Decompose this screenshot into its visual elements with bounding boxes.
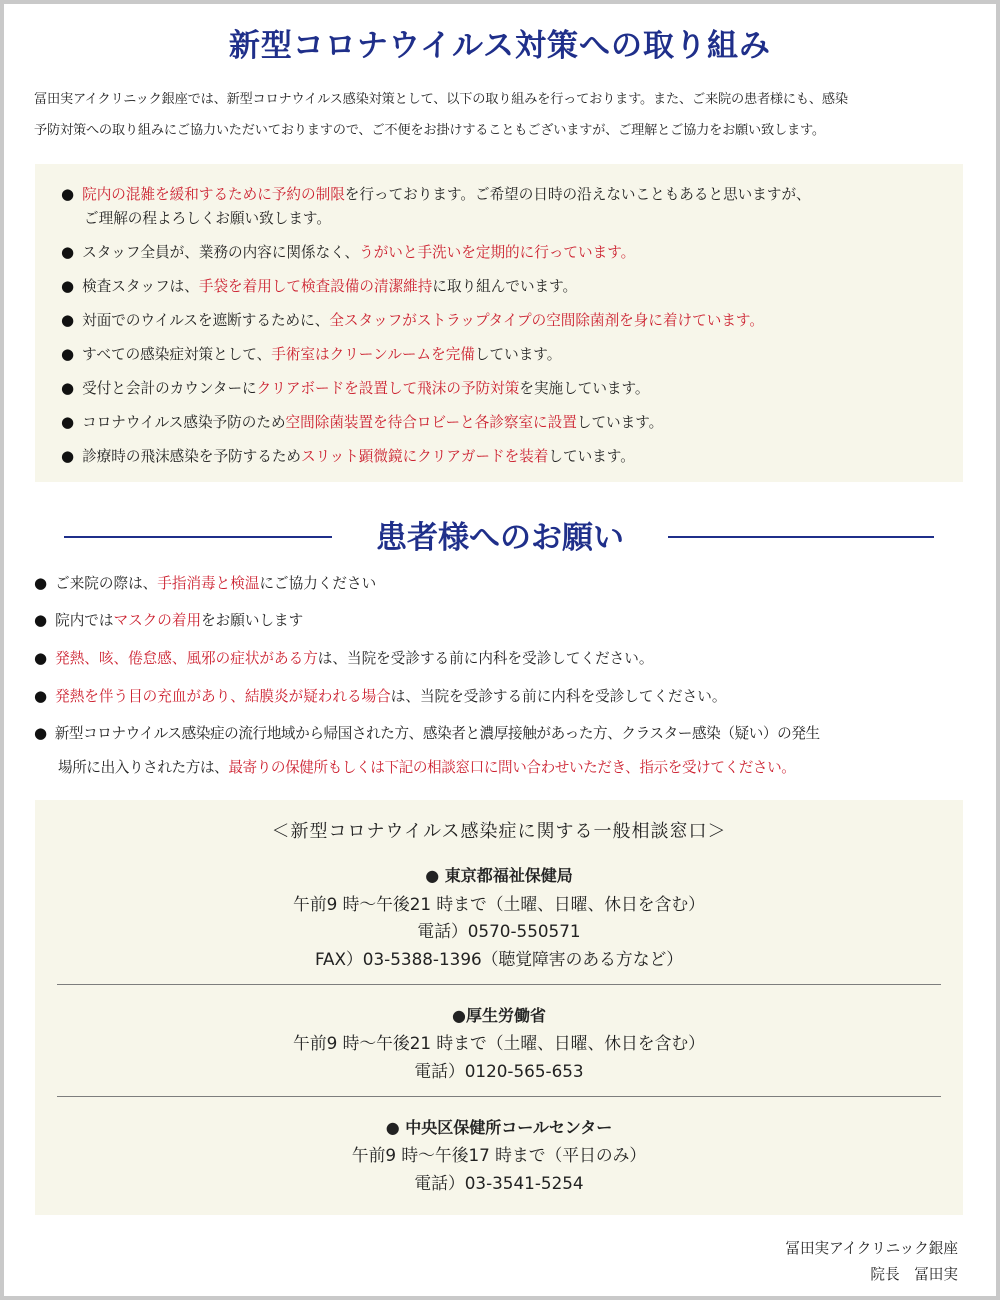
requests-title: 患者様へのお願い [376,520,624,556]
intro-paragraph [34,84,974,146]
request-text: 新型コロナウイルス感染症の流行地域から帰国された方、感染者と濃厚接触があった方、クラスター感染（疑い）の発生 [54,725,820,742]
request-text: 院内では [55,612,114,629]
bullet-icon: ● [61,185,75,203]
bullet-icon: ● [34,649,48,667]
signature-clinic: 冨田実アイクリニック銀座 [785,1240,958,1257]
measure-text: すべての感染症対策として、 [82,346,272,363]
measure-item-6 [61,376,941,401]
request-highlight: 発熱、咳、倦怠感、風邪の症状がある方 [55,650,318,667]
request-highlight: 最寄りの保健所もしくは下記の相談窓口に問い合わせいただき、指示を受けてください。 [228,759,796,776]
measure-highlight: 院内の混雑を緩和するために予約の制限 [82,186,345,203]
bullet-icon: ● [34,724,47,742]
contact-heading: ＜新型コロナウイルス感染症に関する一般相談窓口＞ [271,821,727,842]
measure-text: しています。 [576,414,664,431]
bullet-icon: ● [34,611,48,629]
mhlw-name: ●厚生労働省 [452,1006,546,1025]
intro-line-1: 冨田実アイクリニック銀座では、新型コロナウイルス感染対策として、以下の取り組みを行っております。また、ご来院の患者様にも、感染 [34,92,848,107]
measure-highlight: 空間除菌装置を待合ロビーと各診察室に設置 [285,414,577,431]
bullet-icon: ● [34,574,48,592]
request-item-1 [34,566,974,601]
measure-highlight: うがいと手洗いを定期的に行っています。 [359,244,636,261]
page-title: 新型コロナウイルス対策への取り組み [228,28,772,64]
measure-item-7 [61,410,941,435]
measure-text: を行っております。ご希望の日時の沿えないこともあると思いますが、 [344,186,811,203]
request-text: は、当院を受診する前に内科を受診してください。 [390,688,727,705]
mhlw-hours: 午前9 時〜午後21 時まで（土曜、日曜、休日を含む） [293,1033,705,1053]
measure-item-5 [61,342,941,367]
request-item-4 [34,679,974,714]
bullet-icon: ● [61,277,75,295]
measures-box [35,164,963,482]
bullet-icon: ● [61,379,75,397]
measure-text: を実施しています。 [519,380,650,397]
request-text: をお願いします [201,612,304,629]
measure-item-3 [61,274,941,299]
bullet-icon: ● [61,311,75,329]
measure-text: 対面でのウイルスを遮断するために、 [82,312,330,329]
chuo-tel: 電話）03-3541-5254 [414,1173,584,1193]
bullet-icon: ● [61,413,75,431]
tokyo-tel: 電話）0570-550571 [417,921,581,941]
measure-highlight: スリット顕微鏡にクリアガードを装着 [301,448,549,465]
contact-divider [57,1096,941,1097]
measure-highlight: 手術室はクリーンルームを完備 [271,346,475,363]
request-item-5 [34,716,974,785]
request-highlight: 手指消毒と検温 [157,575,260,592]
request-item-2 [34,603,974,638]
measure-highlight: 手袋を着用して検査設備の清潔維持 [198,278,433,295]
measure-item-4 [61,308,941,333]
measure-item-8 [61,444,941,469]
measure-text: しています。 [474,346,562,363]
request-text: は、当院を受診する前に内科を受診してください。 [317,650,654,667]
measure-text: コロナウイルス感染予防のため [82,414,286,431]
request-text: ご来院の際は、 [55,575,158,592]
bullet-icon: ● [61,243,75,261]
bullet-icon: ● [34,687,48,705]
mhlw-tel: 電話）0120-565-653 [414,1061,584,1081]
request-highlight: 発熱を伴う目の充血があり、結膜炎が疑われる場合 [55,688,391,705]
request-highlight: マスクの着用 [113,612,202,629]
measure-highlight: クリアボードを設置して飛沫の予防対策 [256,380,520,397]
measure-text-continued: ご理解の程よろしくお願い致します。 [84,210,331,227]
bullet-icon: ● [61,345,75,363]
contact-divider [57,984,941,985]
tokyo-hours: 午前9 時〜午後21 時まで（土曜、日曜、休日を含む） [293,894,705,914]
tokyo-fax: FAX）03-5388-1396（聴覚障害のある方など） [314,949,684,969]
measure-text: 検査スタッフは、 [82,278,199,295]
intro-line-2: 予防対策への取り組みにご協力いただいておりますので、ご不便をお掛けすることもございますが、ご理解とご協力をお願い致します。 [34,123,825,138]
request-text: にご協力ください [259,575,377,592]
measure-item-1 [61,182,941,231]
request-text: 場所に出入りされた方は、 [58,759,229,776]
measure-text: に取り組んでいます。 [432,278,578,295]
measure-text: しています。 [548,448,635,465]
contact-box [35,800,963,1215]
signature-director: 院長 冨田実 [870,1266,958,1283]
bullet-icon: ● [61,447,75,465]
heading-rule-right [668,536,934,538]
measure-highlight: 全スタッフがストラップタイプの空間除菌剤を身に着けています。 [329,312,764,329]
chuo-name: ● 中央区保健所コールセンター [385,1118,613,1137]
measure-item-2 [61,240,941,265]
tokyo-name: ● 東京都福祉保健局 [425,866,573,885]
request-text-continued [34,751,974,785]
chuo-hours: 午前9 時〜午後17 時まで（平日のみ） [351,1145,647,1165]
measure-text: 受付と会計のカウンターに [82,380,257,397]
request-item-3 [34,641,974,676]
measure-text: 診療時の飛沫感染を予防するため [82,448,302,465]
measure-text: スタッフ全員が、業務の内容に関係なく、 [82,244,360,261]
